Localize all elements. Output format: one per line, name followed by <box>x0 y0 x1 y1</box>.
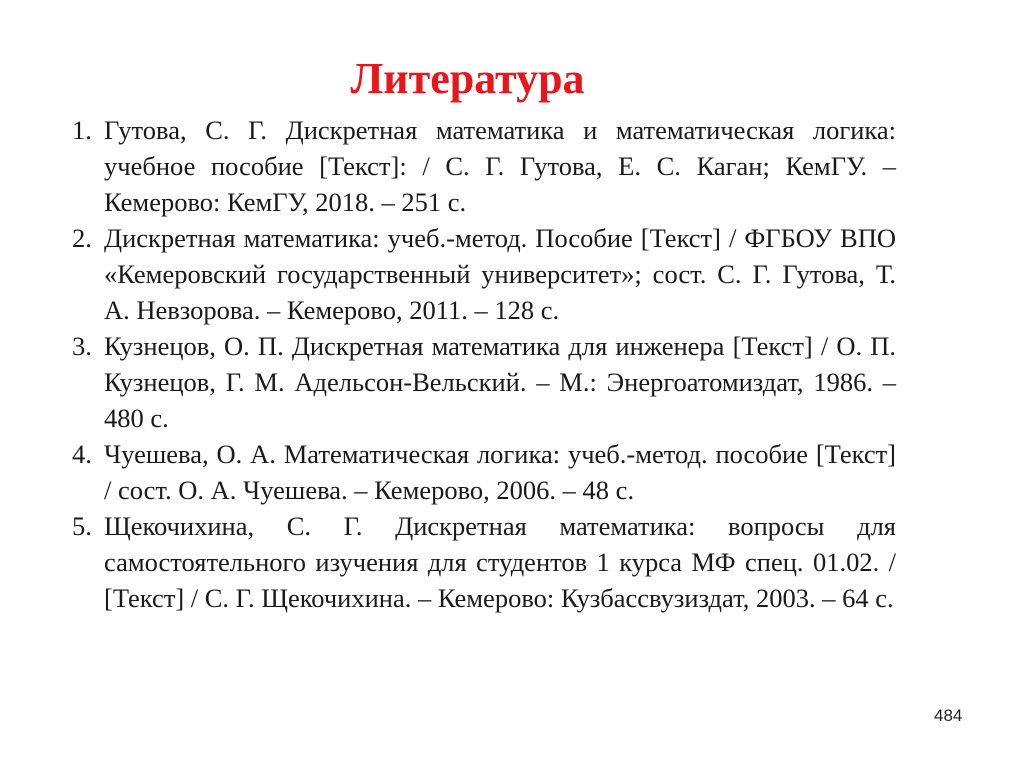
reference-number: 2. <box>72 223 92 253</box>
page-number: 484 <box>934 706 963 725</box>
reference-item <box>72 436 896 508</box>
reference-text: Дискретная математика: учеб.-метод. Пособие [Текст] / ФГБОУ ВПО «Кемеровский государственный университет»; сост. С. Г. Гутова, Т. А. Невзорова. – Кемерово, 2011. – 128 с. <box>104 223 896 325</box>
reference-text: Кузнецов, О. П. Дискретная математика для инженера [Текст] / О. П. Кузнецов, Г. М. Адельсон-Вельский. – М.: Энергоатомиздат, 1986. – 480 с. <box>104 331 896 433</box>
reference-item <box>72 328 896 436</box>
reference-item <box>72 220 896 328</box>
reference-text: Чуешева, О. А. Математическая логика: учеб.-метод. пособие [Текст] / сост. О. А. Чуешева. – Кемерово, 2006. – 48 с. <box>104 439 896 505</box>
slide-title: Литература <box>350 54 585 103</box>
reference-number: 5. <box>72 511 92 541</box>
reference-text: Гутова, С. Г. Дискретная математика и математическая логика: учебное пособие [Текст]: / С. Г. Гутова, Е. С. Каган; КемГУ. – Кемерово: КемГУ, 2018. – 251 с. <box>104 115 896 217</box>
reference-item <box>72 508 896 616</box>
reference-item <box>72 112 896 220</box>
reference-number: 3. <box>72 331 92 361</box>
reference-text: Щекочихина, С. Г. Дискретная математика: вопросы для самостоятельного изучения для студентов 1 курса МФ спец. 01.02. / [Текст] / С. Г. Щекочихина. – Кемерово: Кузбассвузиздат, 2003. – 64 с. <box>104 511 896 613</box>
reference-number: 4. <box>72 439 92 469</box>
reference-list <box>72 112 896 616</box>
reference-number: 1. <box>72 115 92 145</box>
